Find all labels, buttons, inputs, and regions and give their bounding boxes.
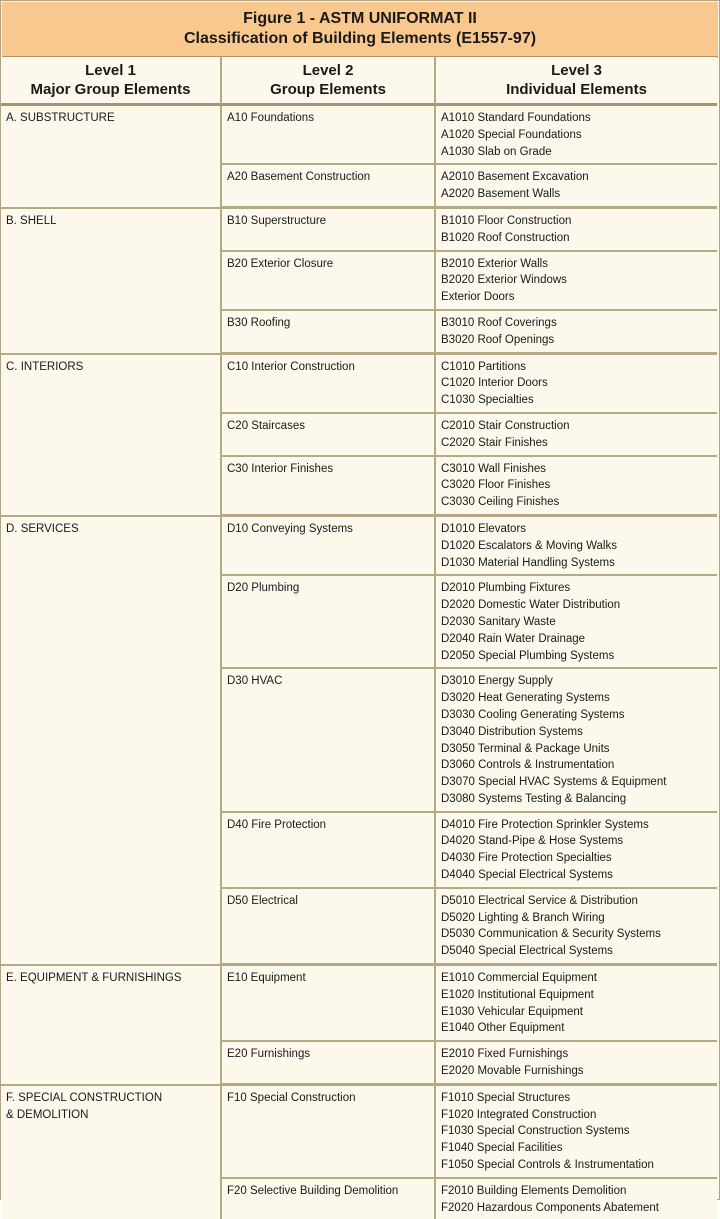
group-element-label: A20 Basement Construction: [227, 171, 371, 184]
individual-elements-cell: [436, 457, 717, 517]
group-element-cell: [222, 889, 436, 966]
individual-element-item: A1030 Slab on Grade: [441, 145, 552, 158]
group-element-cell: [222, 1086, 436, 1179]
individual-elements-cell: [436, 517, 717, 576]
individual-elements-cell: [436, 1086, 717, 1179]
individual-element-item: C3030 Ceiling Finishes: [441, 496, 560, 509]
group-element-label: E20 Furnishings: [227, 1048, 311, 1061]
individual-element-item: D3080 Systems Testing & Balancing: [441, 792, 627, 805]
table-row: [1, 209, 717, 252]
group-element-label: D10 Conveying Systems: [227, 522, 353, 535]
major-group-label: D. SERVICES: [6, 522, 79, 535]
individual-element-item: D4040 Special Electrical Systems: [441, 869, 613, 882]
individual-element-item: F1050 Special Controls & Instrumentation: [441, 1159, 654, 1172]
individual-element-item: D4020 Stand-Pipe & Hose Systems: [441, 835, 624, 848]
group-element-label: E10 Equipment: [227, 972, 306, 985]
figure-title-line1: Figure 1 - ASTM UNIFORMAT II: [243, 10, 477, 27]
header-level-1-subtitle: Major Group Elements: [30, 81, 191, 98]
header-level-3: [436, 57, 717, 106]
individual-element-item: D2020 Domestic Water Distribution: [441, 599, 621, 612]
individual-element-item: D5040 Special Electrical Systems: [441, 945, 613, 958]
header-level-3-subtitle: Individual Elements: [506, 81, 647, 98]
figure-title: [2, 2, 718, 58]
major-group-cell: [1, 209, 222, 355]
individual-elements-cell: [436, 414, 717, 457]
individual-element-item: D1030 Material Handling Systems: [441, 556, 615, 569]
table-row: [1, 517, 717, 576]
individual-element-item: A2010 Basement Excavation: [441, 171, 589, 184]
group-element-label: C20 Staircases: [227, 419, 305, 432]
individual-elements-cell: [436, 311, 717, 355]
major-group-label: & DEMOLITION: [6, 1108, 89, 1121]
group-element-cell: [222, 165, 436, 209]
individual-element-item: E1030 Vehicular Equipment: [441, 1005, 583, 1018]
individual-element-item: E1020 Institutional Equipment: [441, 988, 594, 1001]
individual-element-item: D3050 Terminal & Package Units: [441, 742, 610, 755]
individual-elements-cell: [436, 1179, 717, 1219]
major-group-label: C. INTERIORS: [6, 360, 84, 373]
table-row: [1, 106, 717, 165]
individual-element-item: F1010 Special Structures: [441, 1091, 571, 1104]
major-group-cell: [1, 517, 222, 966]
individual-element-item: A2020 Basement Walls: [441, 188, 561, 201]
individual-element-item: C3010 Wall Finishes: [441, 462, 547, 475]
group-element-label: D50 Electrical: [227, 894, 298, 907]
individual-element-item: C1020 Interior Doors: [441, 377, 548, 390]
individual-element-item: B1020 Roof Construction: [441, 231, 570, 244]
major-group-label: A. SUBSTRUCTURE: [6, 112, 115, 124]
individual-elements-cell: [436, 966, 717, 1042]
individual-element-item: Exterior Doors: [441, 291, 515, 304]
table-row: [1, 966, 717, 1042]
individual-element-item: D3010 Energy Supply: [441, 675, 553, 688]
individual-element-item: B2010 Exterior Walls: [441, 257, 548, 270]
major-group-label: E. EQUIPMENT & FURNISHINGS: [6, 972, 182, 985]
group-element-label: B20 Exterior Closure: [227, 257, 334, 270]
individual-elements-cell: [436, 669, 717, 812]
group-element-cell: [222, 813, 436, 889]
individual-element-item: D5010 Electrical Service & Distribution: [441, 894, 638, 907]
header-level-1-title: Level 1: [85, 62, 136, 79]
individual-element-item: D1010 Elevators: [441, 522, 527, 535]
group-element-label: A10 Foundations: [227, 112, 314, 124]
table-row: [1, 355, 717, 414]
individual-element-item: F2010 Building Elements Demolition: [441, 1184, 627, 1197]
individual-element-item: F1030 Special Construction Systems: [441, 1125, 630, 1138]
individual-element-item: D2010 Plumbing Fixtures: [441, 582, 571, 595]
individual-element-item: D3070 Special HVAC Systems & Equipment: [441, 776, 667, 789]
classification-table: [1, 57, 717, 1219]
individual-element-item: D2050 Special Plumbing Systems: [441, 649, 615, 662]
individual-elements-cell: [436, 252, 717, 311]
individual-elements-cell: [436, 355, 717, 414]
header-level-3-title: Level 3: [551, 62, 602, 79]
individual-element-item: E2010 Fixed Furnishings: [441, 1048, 569, 1061]
individual-element-item: F2020 Hazardous Components Abatement: [441, 1201, 659, 1214]
table-body: [1, 106, 717, 1219]
individual-element-item: C2020 Stair Finishes: [441, 436, 548, 449]
individual-element-item: F1020 Integrated Construction: [441, 1108, 597, 1121]
major-group-label: F. SPECIAL CONSTRUCTION: [6, 1091, 163, 1104]
individual-element-item: E2020 Movable Furnishings: [441, 1065, 584, 1078]
individual-element-item: C2010 Stair Construction: [441, 419, 570, 432]
group-element-label: B30 Roofing: [227, 316, 291, 329]
individual-element-item: D3030 Cooling Generating Systems: [441, 708, 625, 721]
group-element-label: F10 Special Construction: [227, 1091, 356, 1104]
individual-elements-cell: [436, 209, 717, 252]
header-row: [1, 57, 717, 106]
group-element-cell: [222, 669, 436, 812]
header-level-2-subtitle: Group Elements: [270, 81, 386, 98]
individual-element-item: D3020 Heat Generating Systems: [441, 692, 610, 705]
group-element-cell: [222, 252, 436, 311]
major-group-cell: [1, 355, 222, 517]
individual-elements-cell: [436, 889, 717, 966]
individual-elements-cell: [436, 165, 717, 209]
group-element-cell: [222, 355, 436, 414]
figure-title-line2: Classification of Building Elements (E1557-97): [183, 30, 537, 47]
header-level-1: [1, 57, 222, 106]
group-element-cell: [222, 457, 436, 517]
group-element-cell: [222, 106, 436, 165]
individual-element-item: D4010 Fire Protection Sprinkler Systems: [441, 818, 649, 831]
group-element-cell: [222, 517, 436, 576]
group-element-label: C10 Interior Construction: [227, 360, 355, 373]
group-element-label: D30 HVAC: [227, 675, 283, 688]
individual-element-item: D5030 Communication & Security Systems: [441, 928, 661, 941]
header-level-2-title: Level 2: [302, 62, 354, 79]
individual-elements-cell: [436, 813, 717, 889]
group-element-label: F20 Selective Building Demolition: [227, 1184, 399, 1197]
individual-element-item: A1010 Standard Foundations: [441, 112, 591, 124]
individual-element-item: D5020 Lighting & Branch Wiring: [441, 911, 605, 924]
individual-elements-cell: [436, 1042, 717, 1086]
group-element-cell: [222, 311, 436, 355]
group-element-label: D40 Fire Protection: [227, 818, 327, 831]
group-element-cell: [222, 1042, 436, 1086]
individual-element-item: A1020 Special Foundations: [441, 128, 582, 141]
individual-elements-cell: [436, 576, 717, 669]
group-element-label: D20 Plumbing: [227, 582, 300, 595]
individual-element-item: D2030 Sanitary Waste: [441, 615, 556, 628]
group-element-label: C30 Interior Finishes: [227, 462, 334, 475]
individual-element-item: C3020 Floor Finishes: [441, 479, 551, 492]
individual-element-item: B1010 Floor Construction: [441, 214, 572, 227]
major-group-cell: [1, 1086, 222, 1219]
group-element-cell: [222, 209, 436, 252]
group-element-cell: [222, 966, 436, 1042]
group-element-cell: [222, 414, 436, 457]
individual-element-item: D1020 Escalators & Moving Walks: [441, 539, 617, 552]
group-element-label: B10 Superstructure: [227, 214, 327, 227]
individual-element-item: D4030 Fire Protection Specialties: [441, 852, 612, 865]
major-group-label: B. SHELL: [6, 214, 57, 227]
group-element-cell: [222, 576, 436, 669]
major-group-cell: [1, 106, 222, 209]
individual-element-item: D3040 Distribution Systems: [441, 725, 583, 738]
table-row: [1, 1086, 717, 1179]
individual-element-item: F1040 Special Facilities: [441, 1142, 563, 1155]
group-element-cell: [222, 1179, 436, 1219]
header-level-2: [222, 57, 436, 106]
individual-element-item: C1030 Specialties: [441, 394, 534, 407]
major-group-cell: [1, 966, 222, 1086]
individual-element-item: D3060 Controls & Instrumentation: [441, 759, 615, 772]
individual-element-item: B2020 Exterior Windows: [441, 274, 567, 287]
individual-element-item: E1040 Other Equipment: [441, 1022, 565, 1035]
individual-element-item: E1010 Commercial Equipment: [441, 972, 597, 985]
individual-element-item: B3010 Roof Coverings: [441, 316, 557, 329]
individual-element-item: B3020 Roof Openings: [441, 333, 555, 346]
individual-element-item: D2040 Rain Water Drainage: [441, 632, 586, 645]
individual-elements-cell: [436, 106, 717, 165]
individual-element-item: C1010 Partitions: [441, 360, 527, 373]
